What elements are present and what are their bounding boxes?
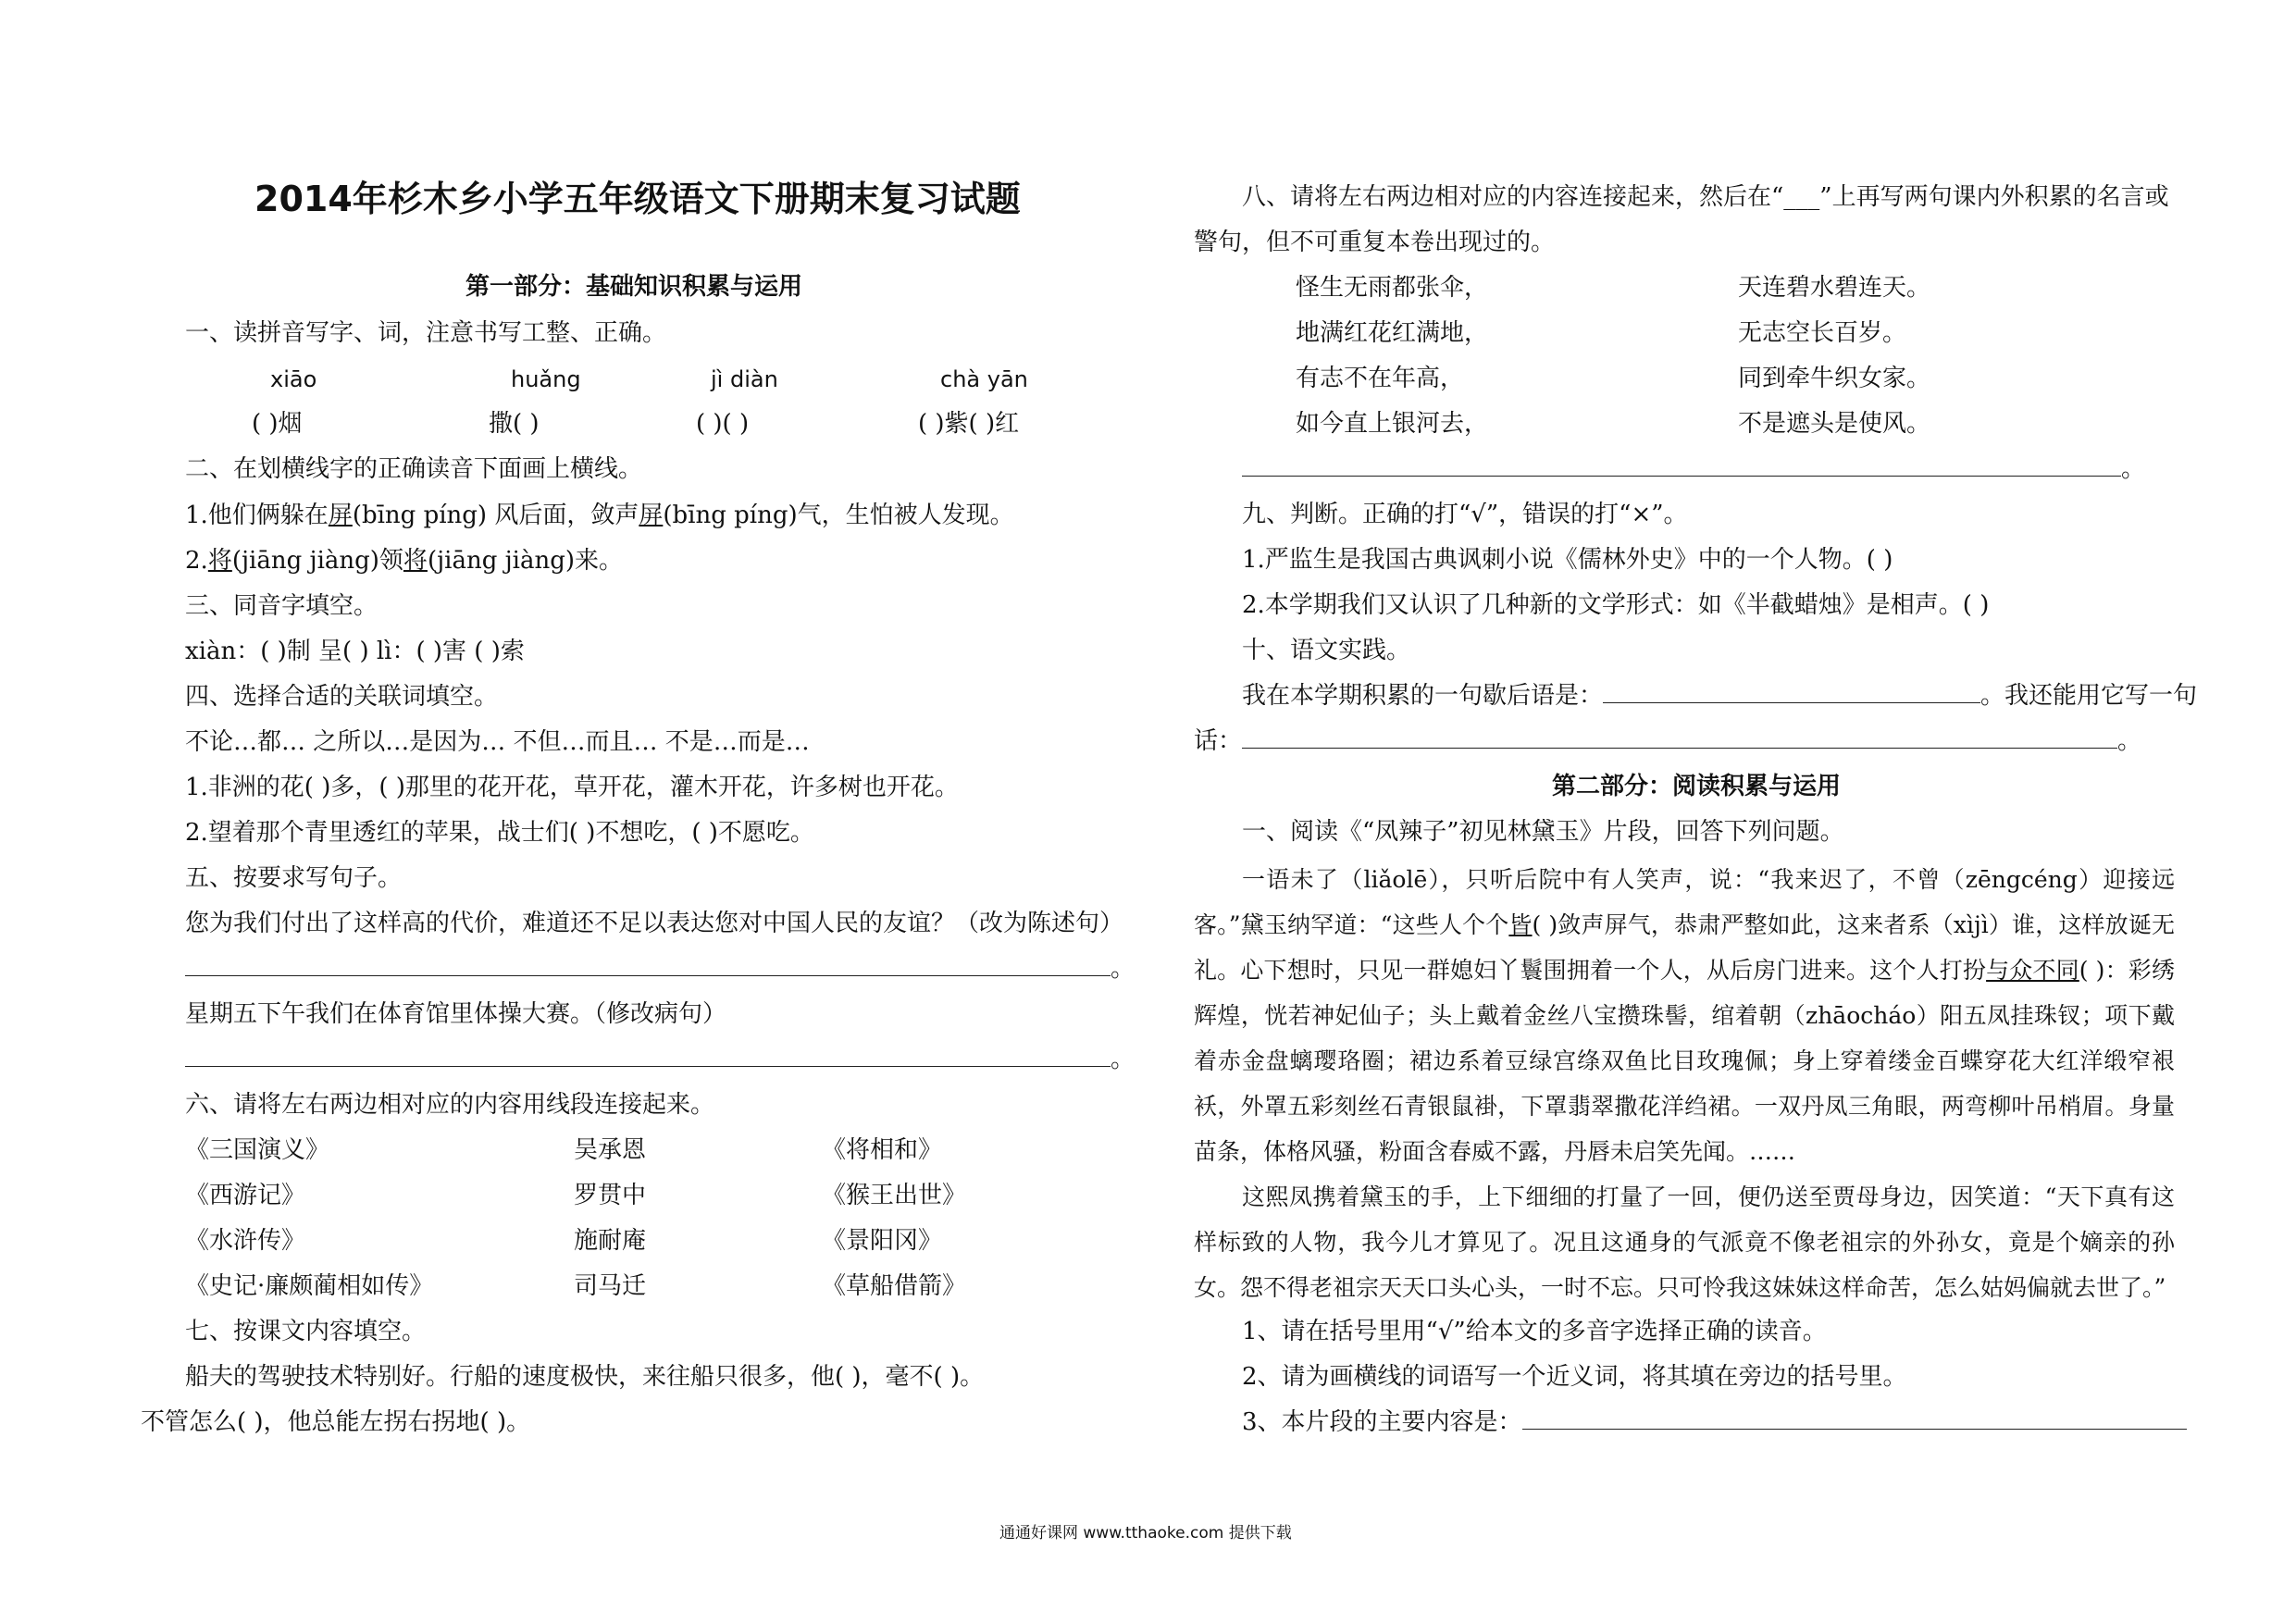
q2-s2-text-b: (jiāng jiàng)领 <box>231 547 403 575</box>
q8-left-2: 地满红花红满地， <box>1296 319 1489 347</box>
passage-paragraph-2: 这熙凤携着黛玉的手，上下细细的打量了一回，便仍送至贾母身边，因笑道：“天下真有这样标致的人物，我今儿才算见了。况且这通身的气派竟不像老祖宗的外孙女，竟是个嫡亲的孙女。怨不得老祖宗天天口头心头，一时不忘。只可怜我这妹妹这样命苦，怎么姑妈偏就去世了。” <box>1194 1183 2175 1301</box>
q9-prompt: 九、判断。正确的打“√”，错误的打“×”。 <box>1242 501 1688 528</box>
passage-p1-text-c: ( )：彩绣辉煌，恍若神妃仙子；头上戴着金丝八宝攒珠髻，绾着朝（zhāocháo）阳五凤挂珠钗；项下戴着赤金盘螭璎珞圈；裙边系着豆绿宫绦双鱼比目玫瑰佩；身上穿着缕金百蝶穿花大红洋缎窄裉袄，外罩五彩刻丝石青银鼠褂，下罩翡翠撒花洋绉裙。一双丹凤三角眼，两弯柳叶吊梢眉。身量苗条，体格风骚，粉面含春威不露，丹唇未启笑先闻。…… <box>1194 957 2175 1165</box>
q2-s1-underlined-2: 屏 <box>639 502 664 529</box>
q6-author-4: 司马迁 <box>574 1272 647 1300</box>
q1-blank-2[interactable]: 撒( ) <box>489 410 540 438</box>
q7-line-2[interactable]: 不管怎么( )，他总能左拐右拐地( )。 <box>141 1408 531 1436</box>
q8-right-3: 同到牵牛织女家。 <box>1738 365 1931 392</box>
q8-right-1: 天连碧水碧连天。 <box>1738 274 1931 302</box>
q8-answer-period: 。 <box>2121 455 2146 483</box>
q6-author-3: 施耐庵 <box>574 1227 647 1255</box>
q10-line-2[interactable] <box>1194 725 2141 757</box>
q6-book-4: 《史记·廉颇蔺相如传》 <box>185 1272 434 1300</box>
q8-left-4: 如今直上银河去， <box>1296 410 1489 438</box>
pinyin-3: jì diàn <box>711 366 778 392</box>
q5-answer-2-period: 。 <box>1111 1046 1136 1073</box>
q6-book-3: 《水浒传》 <box>185 1227 306 1255</box>
q6-book-2: 《西游记》 <box>185 1182 306 1209</box>
passage-paragraph-1 <box>1194 857 2175 1174</box>
q5-answer-line-1[interactable] <box>185 953 1135 985</box>
q2-sentence-2 <box>185 545 623 576</box>
q1-prompt: 一、读拼音写字、词，注意书写工整、正确。 <box>185 319 667 347</box>
q10-line-1-tail: 。我还能用它写一句 <box>1980 682 2198 710</box>
q5-sentence-2: 星期五下午我们在体育馆里体操大赛。（修改病句） <box>185 1000 727 1028</box>
pinyin-4: chà yān <box>940 366 1028 392</box>
passage-p1-text-a: 一语未了（liǎolē），只听后院中有人笑声，说：“我来迟了，不曾（zēngcéng）迎接远客。”黛玉纳罕道：“这些人个个 <box>1194 866 2175 938</box>
q6-author-1: 吴承恩 <box>574 1136 647 1164</box>
q10-line-1[interactable] <box>1242 680 2197 712</box>
q9-statement-2[interactable]: 2.本学期我们又认识了几种新的文学形式：如《半截蜡烛》是相声。( ) <box>1242 591 1990 619</box>
q7-line-1[interactable]: 船夫的驾驶技术特别好。行船的速度极快，来往船只很多，他( )，毫不( )。 <box>185 1363 985 1391</box>
q6-author-2: 罗贯中 <box>574 1182 647 1209</box>
q8-prompt-a: 八、请将左右两边相对应的内容连接起来，然后在“___”上再写两句课内外积累的名言或 <box>1242 183 2169 211</box>
q2-s1-text-a: 1.他们俩躲在 <box>185 502 329 529</box>
q1-blank-1[interactable]: ( )烟 <box>252 410 303 438</box>
q10-line-2-label: 话： <box>1194 727 1243 755</box>
q9-statement-1[interactable]: 1.严监生是我国古典讽刺小说《儒林外史》中的一个人物。( ) <box>1242 546 1893 574</box>
pinyin-2: huǎng <box>511 366 581 392</box>
part2-sub-q1: 1、请在括号里用“√”给本文的多音字选择正确的读音。 <box>1242 1318 1827 1345</box>
q2-s1-text-b: (bīng píng) 风后面，敛声 <box>352 502 639 529</box>
q8-left-1: 怪生无雨都张伞， <box>1296 274 1489 302</box>
q2-s1-text-c: (bīng píng)气，生怕被人发现。 <box>663 502 1014 529</box>
part1-heading: 第一部分：基础知识积累与运用 <box>465 273 803 301</box>
q8-right-4: 不是遮头是使风。 <box>1738 410 1931 438</box>
q2-sentence-1 <box>185 500 1014 531</box>
q8-answer-line[interactable] <box>1242 453 2145 485</box>
page-title: 2014年杉木乡小学五年级语文下册期末复习试题 <box>254 179 1021 219</box>
q2-s2-text-c: (jiāng jiàng)来。 <box>427 547 624 575</box>
q6-lesson-4: 《草船借箭》 <box>822 1272 967 1300</box>
passage-underlined-1: 皆 <box>1508 911 1533 938</box>
part2-sub-q2: 2、请为画横线的词语写一个近义词，将其填在旁边的括号里。 <box>1242 1363 1907 1391</box>
passage-p1-text-b: ( )敛声屏气，恭肃严整如此，这来者系（xìjì）谁，这样放诞无礼。心下想时，只见一群媳妇丫鬟围拥着一个人，从后房门进来。这个人打扮 <box>1194 911 2175 984</box>
q5-answer-1-period: 。 <box>1111 955 1136 983</box>
q6-lesson-1: 《将相和》 <box>822 1136 943 1164</box>
q2-s2-underlined-1: 将 <box>207 547 232 575</box>
q4-sentence-2[interactable]: 2.望着那个青里透红的苹果，战士们( )不想吃，( )不愿吃。 <box>185 819 814 847</box>
pinyin-1: xiāo <box>270 366 317 392</box>
q8-right-2: 无志空长百岁。 <box>1738 319 1907 347</box>
part2-q1-prompt: 一、阅读《“凤辣子”初见林黛玉》片段，回答下列问题。 <box>1242 818 1844 846</box>
q8-left-3: 有志不在年高， <box>1296 365 1465 392</box>
q4-prompt: 四、选择合适的关联词填空。 <box>185 683 499 711</box>
q1-blank-4[interactable]: ( )紫( )红 <box>918 410 1020 438</box>
q3-line[interactable]: xiàn：( )制 呈( ) lì：( )害 ( )索 <box>185 638 525 665</box>
q10-line-2-tail: 。 <box>2117 727 2142 755</box>
q3-prompt: 三、同音字填空。 <box>185 592 379 620</box>
passage-underlined-2: 与众不同 <box>1986 957 2079 984</box>
part2-heading: 第二部分：阅读积累与运用 <box>1552 773 1842 800</box>
q6-lesson-2: 《猴王出世》 <box>822 1182 967 1209</box>
q5-answer-line-2[interactable] <box>185 1044 1135 1075</box>
q2-prompt: 二、在划横线字的正确读音下面画上横线。 <box>185 455 643 483</box>
q10-line-1-label: 我在本学期积累的一句歇后语是： <box>1242 682 1604 710</box>
q7-prompt: 七、按课文内容填空。 <box>185 1318 427 1345</box>
q6-lesson-3: 《景阳冈》 <box>822 1227 943 1255</box>
q1-blank-3[interactable]: ( )( ) <box>696 410 750 438</box>
footer-credit: 通通好课网 www.tthaoke.com 提供下载 <box>999 1524 1292 1542</box>
q2-s2-text-a: 2. <box>185 547 208 575</box>
part2-sub-q3-label: 3、本片段的主要内容是： <box>1242 1408 1522 1436</box>
reading-passage <box>1194 857 2175 1310</box>
q2-s1-underlined-1: 屏 <box>328 502 353 529</box>
q10-prompt: 十、语文实践。 <box>1242 637 1411 664</box>
q2-s2-underlined-2: 将 <box>403 547 428 575</box>
q6-book-1: 《三国演义》 <box>185 1136 330 1164</box>
q8-prompt-b: 警句，但不可重复本卷出现过的。 <box>1194 229 1556 256</box>
q4-sentence-1[interactable]: 1.非洲的花( )多，( )那里的花开花，草开花，灌木开花，许多树也开花。 <box>185 774 959 801</box>
q5-sentence-1: 您为我们付出了这样高的代价，难道还不足以表达您对中国人民的友谊？（改为陈述句） <box>185 910 1124 937</box>
q4-options: 不论…都… 之所以…是因为… 不但…而且… 不是…而是… <box>185 728 810 756</box>
q6-prompt: 六、请将左右两边相对应的内容用线段连接起来。 <box>185 1091 715 1119</box>
part2-sub-q3[interactable] <box>1242 1406 2187 1438</box>
q5-prompt: 五、按要求写句子。 <box>185 864 403 892</box>
